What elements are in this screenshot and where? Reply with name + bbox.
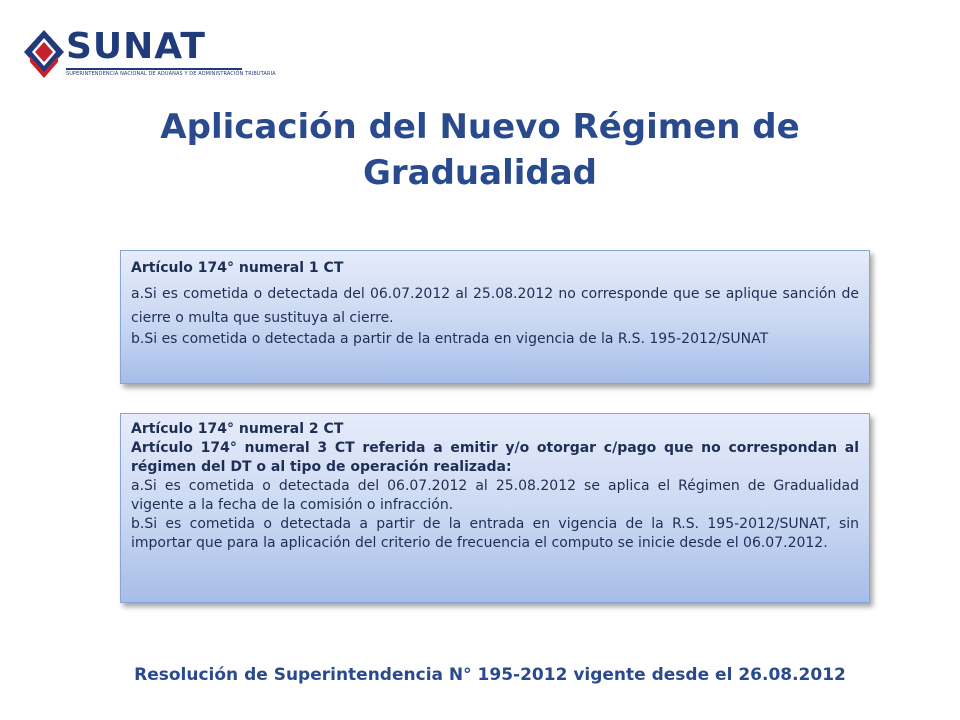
logo-divider	[66, 68, 242, 70]
sunat-logo	[22, 26, 276, 80]
sunat-emblem-icon	[22, 28, 66, 80]
logo-wordmark: SUNAT	[66, 26, 206, 67]
page-title	[0, 104, 960, 196]
article-1-heading: Artículo 174° numeral 1 CT	[131, 260, 344, 276]
title-line-2: Gradualidad	[362, 153, 598, 193]
logo-subtitle: SUPERINTENDENCIA NACIONAL DE ADUANAS Y DE ADMINISTRACIÓN TRIBUTARIA	[66, 71, 276, 77]
article-2-3-item-b: b.Si es cometida o detectada a partir de la entrada en vigencia de la R.S. 195-2012/SUNAT, sin importar que para la aplicación del criterio de frecuencia el computo se inicie desde el 06.07.2012.	[131, 516, 859, 551]
article-1-item-a: a.Si es cometida o detectada del 06.07.2012 al 25.08.2012 no corresponde que se aplique sanción de cierre o multa que sustituya al cierre.	[131, 286, 859, 326]
article-2-heading: Artículo 174° numeral 2 CT	[131, 421, 344, 437]
resolution-footer: Resolución de Superintendencia N° 195-2012 vigente desde el 26.08.2012	[134, 665, 846, 685]
article-1-item-b: b.Si es cometida o detectada a partir de la entrada en vigencia de la R.S. 195-2012/SUNAT	[131, 331, 769, 347]
article-2-3-item-a: a.Si es cometida o detectada del 06.07.2012 al 25.08.2012 se aplica el Régimen de Gradualidad vigente a la fecha de la comisión o infracción.	[131, 478, 859, 513]
article-2-3-box	[120, 413, 870, 603]
title-line-1: Aplicación del Nuevo Régimen de	[160, 107, 800, 147]
article-1-box	[120, 250, 870, 384]
article-3-heading: Artículo 174° numeral 3 CT referida a emitir y/o otorgar c/pago que no correspondan al régimen del DT o al tipo de operación realizada:	[131, 440, 859, 475]
